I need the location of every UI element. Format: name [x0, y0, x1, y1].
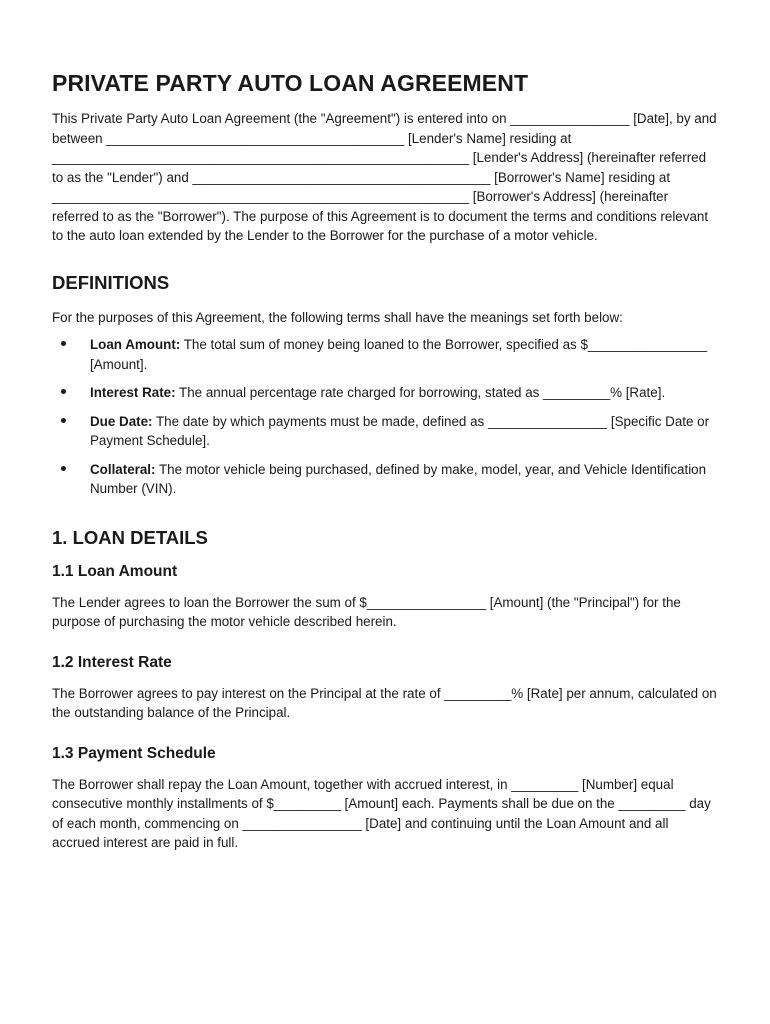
subsection-heading: 1.1 Loan Amount: [52, 562, 178, 580]
loan-details-heading: 1. LOAN DETAILS: [52, 526, 208, 548]
subsection-text: The Lender agrees to loan the Borrower the sum of $________________ [Amount] (the "Principal") for the purpose of purchasing the motor vehicle described herein.: [52, 594, 681, 629]
intro-paragraph: This Private Party Auto Loan Agreement (the "Agreement") is entered into on ________________ [Date], by and between ________________________________________ [Lender's Name] residing at ________________________________________________________ [Lender's Address] (hereinafter referred to as the "Lender") and ________________________________________ [Borrower's Name] residing at ________________________________________________________ [Borrower's Address] (hereinafter referred to as the "Borrower"). The purpose of this Agreement is to document the terms and conditions relevant to the auto loan extended by the Lender to the Borrower for the purchase of a motor vehicle.: [52, 111, 717, 243]
definition-item-due-date: [52, 412, 718, 451]
definition-item-loan-amount: [52, 335, 718, 374]
section-interest-rate: [52, 654, 718, 723]
definition-term: Interest Rate:: [90, 385, 176, 400]
subsection-heading: 1.2 Interest Rate: [52, 653, 172, 671]
definitions-list: [52, 335, 718, 499]
definition-text: The motor vehicle being purchased, defined by make, model, year, and Vehicle Identification Number (VIN).: [90, 461, 707, 496]
bullet-icon: [61, 341, 66, 346]
definition-text: The total sum of money being loaned to the Borrower, specified as $________________ [Amount].: [90, 337, 708, 372]
section-loan-amount: [52, 563, 718, 632]
bullet-icon: [61, 389, 66, 394]
definition-text: The annual percentage rate charged for borrowing, stated as _________% [Rate].: [175, 385, 666, 400]
subsection-heading: 1.3 Payment Schedule: [52, 744, 216, 762]
definition-item-collateral: [52, 460, 718, 499]
definition-term: Collateral:: [90, 461, 156, 477]
definition-item-interest-rate: [52, 383, 718, 403]
subsection-text: The Borrower shall repay the Loan Amount, together with accrued interest, in _________ [Number] equal consecutive monthly installments of $_________ [Amount] each. Payments shall be due on the _________ day of each month, commencing on ________________ [Date] and continuing until the Loan Amount and all accrued interest are paid in full.: [52, 776, 711, 850]
definition-text: The date by which payments must be made, defined as ________________ [Specific Date or Payment Schedule].: [90, 413, 710, 448]
section-payment-schedule: [52, 745, 718, 853]
definitions-heading: DEFINITIONS: [52, 271, 170, 293]
subsection-text: The Borrower agrees to pay interest on the Principal at the rate of _________% [Rate] per annum, calculated on the outstanding balance of the Principal.: [52, 685, 717, 720]
bullet-icon: [61, 418, 66, 423]
definition-term: Loan Amount:: [90, 337, 181, 352]
definition-term: Due Date:: [90, 413, 153, 429]
definitions-intro: For the purposes of this Agreement, the following terms shall have the meanings set forth below:: [52, 309, 623, 325]
document-title: PRIVATE PARTY AUTO LOAN AGREEMENT: [52, 70, 529, 96]
bullet-icon: [61, 466, 66, 471]
